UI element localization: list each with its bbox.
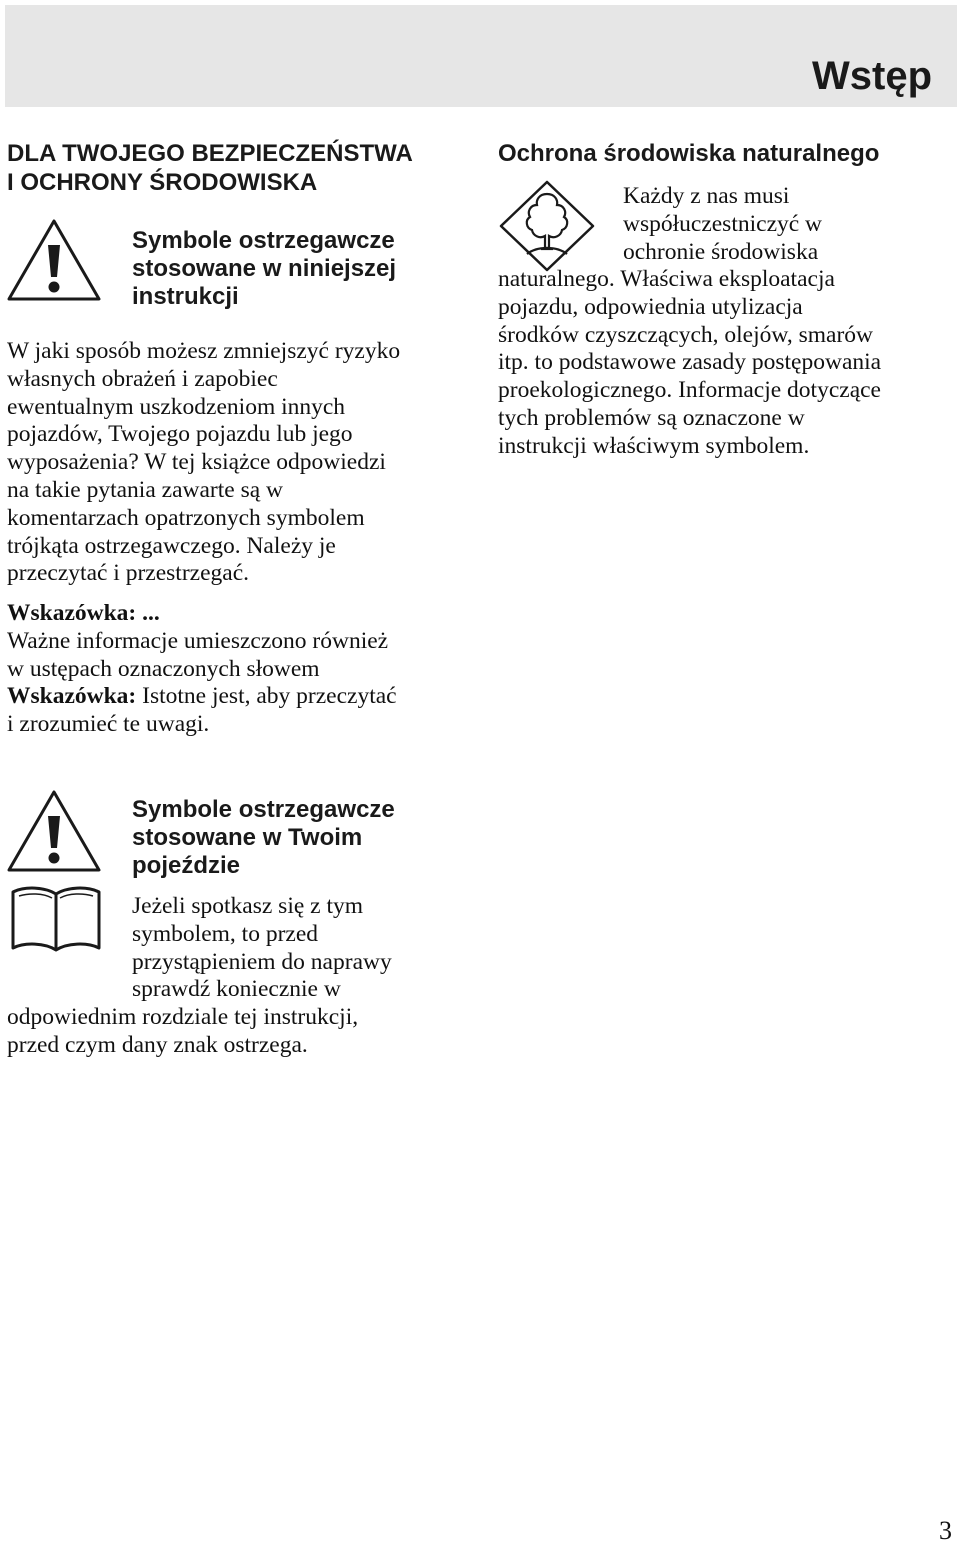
environment-paragraph-line: Każdy z nas musi <box>623 183 790 209</box>
environment-title: Ochrona środowiska naturalnego <box>498 140 880 167</box>
tree-diamond-icon <box>497 178 597 274</box>
warning-symbols-title-line: Symbole ostrzegawcze <box>132 227 395 254</box>
warning-paragraph-line: wyposażenia? W tej książce odpowiedzi <box>7 449 386 476</box>
warning-paragraph-line: własnych obrażeń i zapobiec <box>7 365 278 392</box>
environment-paragraph-line: tych problemów są oznaczone w <box>498 404 805 431</box>
environment-paragraph-line: proekologicznego. Informacje dotyczące <box>498 377 881 404</box>
vehicle-paragraph-indented <box>132 893 392 1004</box>
vehicle-paragraph-line: przed czym dany znak ostrzega. <box>7 1031 308 1058</box>
safety-section-title-line: I OCHRONY ŚRODOWISKA <box>7 169 318 196</box>
vehicle-paragraph-line: sprawdź koniecznie w <box>132 976 341 1003</box>
note-line: w ustępach oznaczonych słowem <box>7 655 320 682</box>
warning-paragraph-line: pojazdów, Twojego pojazdu lub jego <box>7 421 353 448</box>
open-book-icon <box>9 882 103 956</box>
warning-paragraph-line: przeczytać i przestrzegać. <box>7 560 249 587</box>
warning-symbols-title-line: stosowane w niniejszej <box>132 255 397 282</box>
note-heading: Wskazówka: ... <box>7 600 160 626</box>
environment-paragraph-full <box>498 266 881 461</box>
environment-paragraph-indented <box>623 183 822 266</box>
vehicle-paragraph-line: symbolem, to przed <box>132 920 319 947</box>
vehicle-symbols-title <box>132 796 395 880</box>
environment-paragraph-line: współuczestniczyć w <box>623 210 823 237</box>
warning-paragraph-line: na takie pytania zawarte są w <box>7 476 283 503</box>
vehicle-paragraph-line: przystąpieniem do naprawy <box>132 948 392 975</box>
warning-paragraph-line: W jaki sposób możesz zmniejszyć ryzyko <box>7 338 401 364</box>
safety-section-title-line: DLA TWOJEGO BEZPIECZEŃSTWA <box>7 140 413 167</box>
warning-paragraph-line: trójkąta ostrzegawczego. Należy je <box>7 532 336 559</box>
warning-paragraph <box>7 338 400 588</box>
vehicle-paragraph-line: Jeżeli spotkasz się z tym <box>132 893 364 919</box>
vehicle-paragraph-full <box>7 1004 358 1060</box>
page-number: 3 <box>939 1516 952 1545</box>
note-inline-text: Istotne jest, aby przeczytać <box>136 683 397 710</box>
environment-paragraph-line: itp. to podstawowe zasady postępowania <box>498 349 882 376</box>
environment-paragraph-line: instrukcji właściwym symbolem. <box>498 432 810 459</box>
note-inline-keyword: Wskazówka: <box>7 683 137 710</box>
environment-paragraph-line: ochronie środowiska <box>623 238 819 265</box>
environment-paragraph-line: naturalnego. Właściwa eksploatacja <box>498 266 835 292</box>
vehicle-symbols-title-line: Symbole ostrzegawcze <box>132 796 395 823</box>
note-line-mixed <box>7 683 397 711</box>
warning-paragraph-line: komentarzach opatrzonych symbolem <box>7 504 365 531</box>
warning-symbols-title-line: instrukcji <box>132 283 239 310</box>
note-line: Ważne informacje umieszczono również <box>7 627 389 654</box>
warning-paragraph-line: ewentualnym uszkodzeniom innych <box>7 393 346 420</box>
environment-paragraph-line: środków czyszczących, olejów, smarów <box>498 321 873 348</box>
note-line: i zrozumieć te uwagi. <box>7 711 210 738</box>
warning-triangle-icon <box>5 788 103 874</box>
warning-triangle-icon <box>5 217 103 303</box>
safety-section-title <box>7 139 413 197</box>
vehicle-paragraph-line: odpowiednim rozdziale tej instrukcji, <box>7 1004 359 1030</box>
warning-symbols-title <box>132 227 396 311</box>
vehicle-symbols-title-line: pojeździe <box>132 852 241 879</box>
note-paragraph <box>7 600 397 739</box>
environment-paragraph-line: pojazdu, odpowiednia utylizacja <box>498 293 803 320</box>
chapter-title: Wstęp <box>812 54 932 98</box>
vehicle-symbols-title-line: stosowane w Twoim <box>132 824 363 851</box>
